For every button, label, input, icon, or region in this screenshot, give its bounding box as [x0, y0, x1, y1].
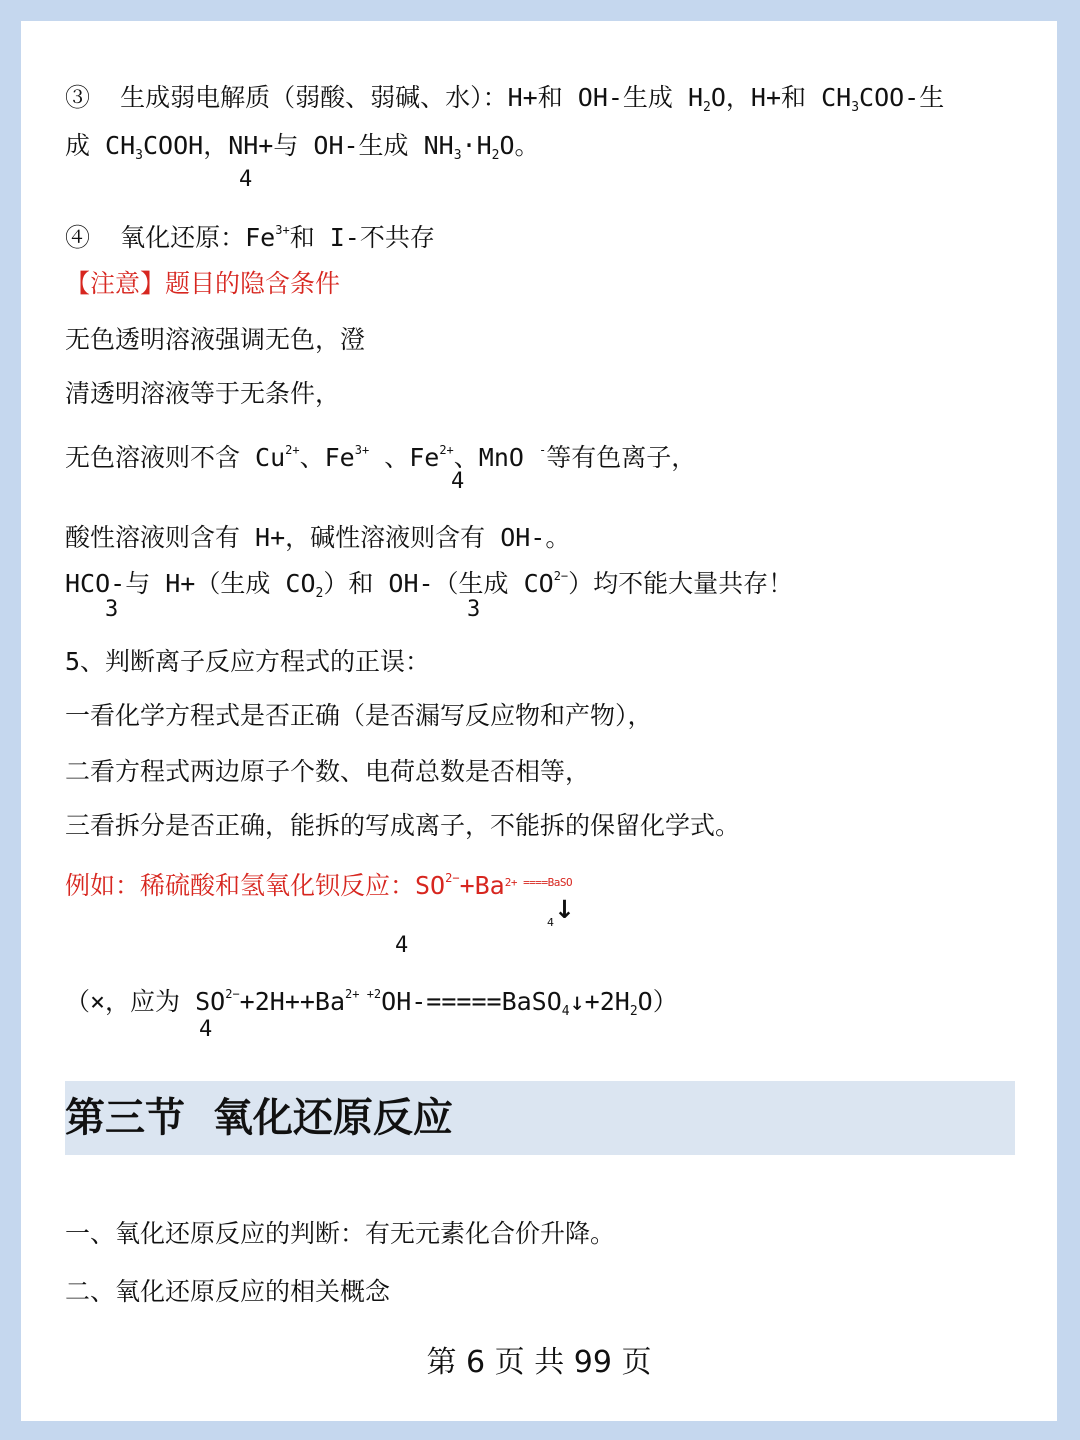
down-arrow-icon: ↓	[554, 895, 575, 924]
document-page	[21, 21, 1057, 1421]
mno4-subscript-number: 4	[451, 469, 465, 494]
correction-c: OH-=====BaSO	[381, 987, 562, 1016]
para5-c: ）均不能大量共存！	[568, 569, 794, 598]
rule2: 二看方程式两边原子个数、电荷总数是否相等，	[65, 757, 591, 786]
item3-line1	[65, 83, 944, 123]
nh3-subscript: 3	[453, 148, 462, 163]
h2o-subscript-3: 2	[629, 1004, 638, 1019]
correction-line	[65, 979, 678, 1027]
para3-d: 、MnO	[453, 443, 539, 472]
correction-e: O）	[637, 987, 678, 1016]
para3-e: 等有色离子，	[546, 443, 697, 472]
hco3-subscript-number: 3	[105, 597, 119, 622]
para5	[65, 561, 793, 609]
h2o-subscript: 2	[703, 100, 711, 115]
h2o-subscript-2: 2	[491, 148, 500, 163]
cu-superscript: 2+	[285, 443, 300, 457]
ch3-subscript: 3	[851, 100, 860, 115]
so4-subscript-number: 4	[395, 933, 409, 958]
para3-a: 无色溶液则不含 Cu	[65, 443, 286, 472]
section-heading-band	[65, 1081, 1015, 1155]
para3	[65, 435, 696, 473]
section3-title: 第三节 氧化还原反应	[65, 1095, 453, 1141]
ba-superscript-equation: 2+ ====BaSO	[504, 876, 573, 889]
correction-b: +2H++Ba	[239, 987, 346, 1016]
item4-text1: 氧化还原：Fe	[120, 223, 276, 252]
para3-b: 、Fe	[299, 443, 355, 472]
item3-text3: COO-生	[859, 83, 945, 112]
mno4-superscript: -	[539, 443, 547, 457]
example-b: +Ba	[459, 871, 505, 900]
example-arrow-line	[547, 895, 575, 938]
rule1: 一看化学方程式是否正确（是否漏写反应物和产物），	[65, 701, 653, 730]
note-title: 【注意】题目的隐含条件	[65, 269, 341, 298]
ba-superscript-2: 2+ +2	[345, 987, 382, 1001]
baso4-tiny-subscript: 4	[547, 916, 554, 929]
item3-text1: 生成弱电解质（弱酸、弱碱、水）：H+和 OH-生成 H	[120, 83, 704, 112]
item3-line2-b: COOH，NH+与 OH-生成 NH	[142, 131, 454, 160]
item4-text2: 和 I-不共存	[289, 223, 435, 252]
page-frame	[8, 8, 1072, 1432]
example-line	[65, 863, 572, 901]
fe3-superscript: 3+	[275, 223, 290, 237]
point2: 二、氧化还原反应的相关概念	[65, 1277, 391, 1306]
para5-a: HCO-与 H+（生成 CO	[65, 569, 316, 598]
so4-superscript-2: 2−	[225, 987, 240, 1001]
co2-subscript: 2	[315, 586, 324, 601]
page-footer: 第 6 页 共 99 页	[426, 1345, 652, 1380]
correction-a: （×，应为 SO	[65, 987, 226, 1016]
para3-c: 、Fe	[369, 443, 440, 472]
para5-b: ）和 OH-（生成 CO	[323, 569, 554, 598]
point1: 一、氧化还原反应的判断：有无元素化合价升降。	[65, 1219, 616, 1248]
co3-superscript: 2−	[553, 569, 569, 583]
fe2-superscript: 2+	[439, 443, 454, 457]
baso4-subscript: 4	[561, 1004, 570, 1019]
para1: 无色透明溶液强调无色，澄	[65, 325, 366, 354]
item3-line2	[65, 131, 540, 171]
ch3cooh-subscript: 3	[135, 148, 143, 163]
fe3-superscript-2: 3+	[354, 443, 370, 457]
item3-marker: ③	[65, 83, 91, 112]
rule3: 三看拆分是否正确，能拆的写成离子，不能拆的保留化学式。	[65, 811, 741, 840]
correction-d: ↓+2H	[569, 987, 630, 1016]
para4: 酸性溶液则含有 H+，碱性溶液则含有 OH-。	[65, 523, 571, 552]
item3-line2-c: ·H	[461, 131, 492, 160]
section5-title: 5、判断离子反应方程式的正误：	[65, 647, 431, 676]
so4-subscript-number-2: 4	[199, 1017, 213, 1042]
example-a: 例如：稀硫酸和氢氧化钡反应：SO	[65, 871, 446, 900]
co3-subscript-number: 3	[467, 597, 481, 622]
item3-line2-d: O。	[499, 131, 540, 160]
para2: 清透明溶液等于无条件，	[65, 379, 341, 408]
so4-superscript: 2−	[445, 871, 460, 885]
item3-line2-a: 成 CH	[65, 131, 136, 160]
item4-line	[65, 215, 435, 253]
item3-text2: O，H+和 CH	[710, 83, 852, 112]
nh4-subscript-number: 4	[239, 167, 253, 192]
item4-marker: ④	[65, 223, 91, 252]
